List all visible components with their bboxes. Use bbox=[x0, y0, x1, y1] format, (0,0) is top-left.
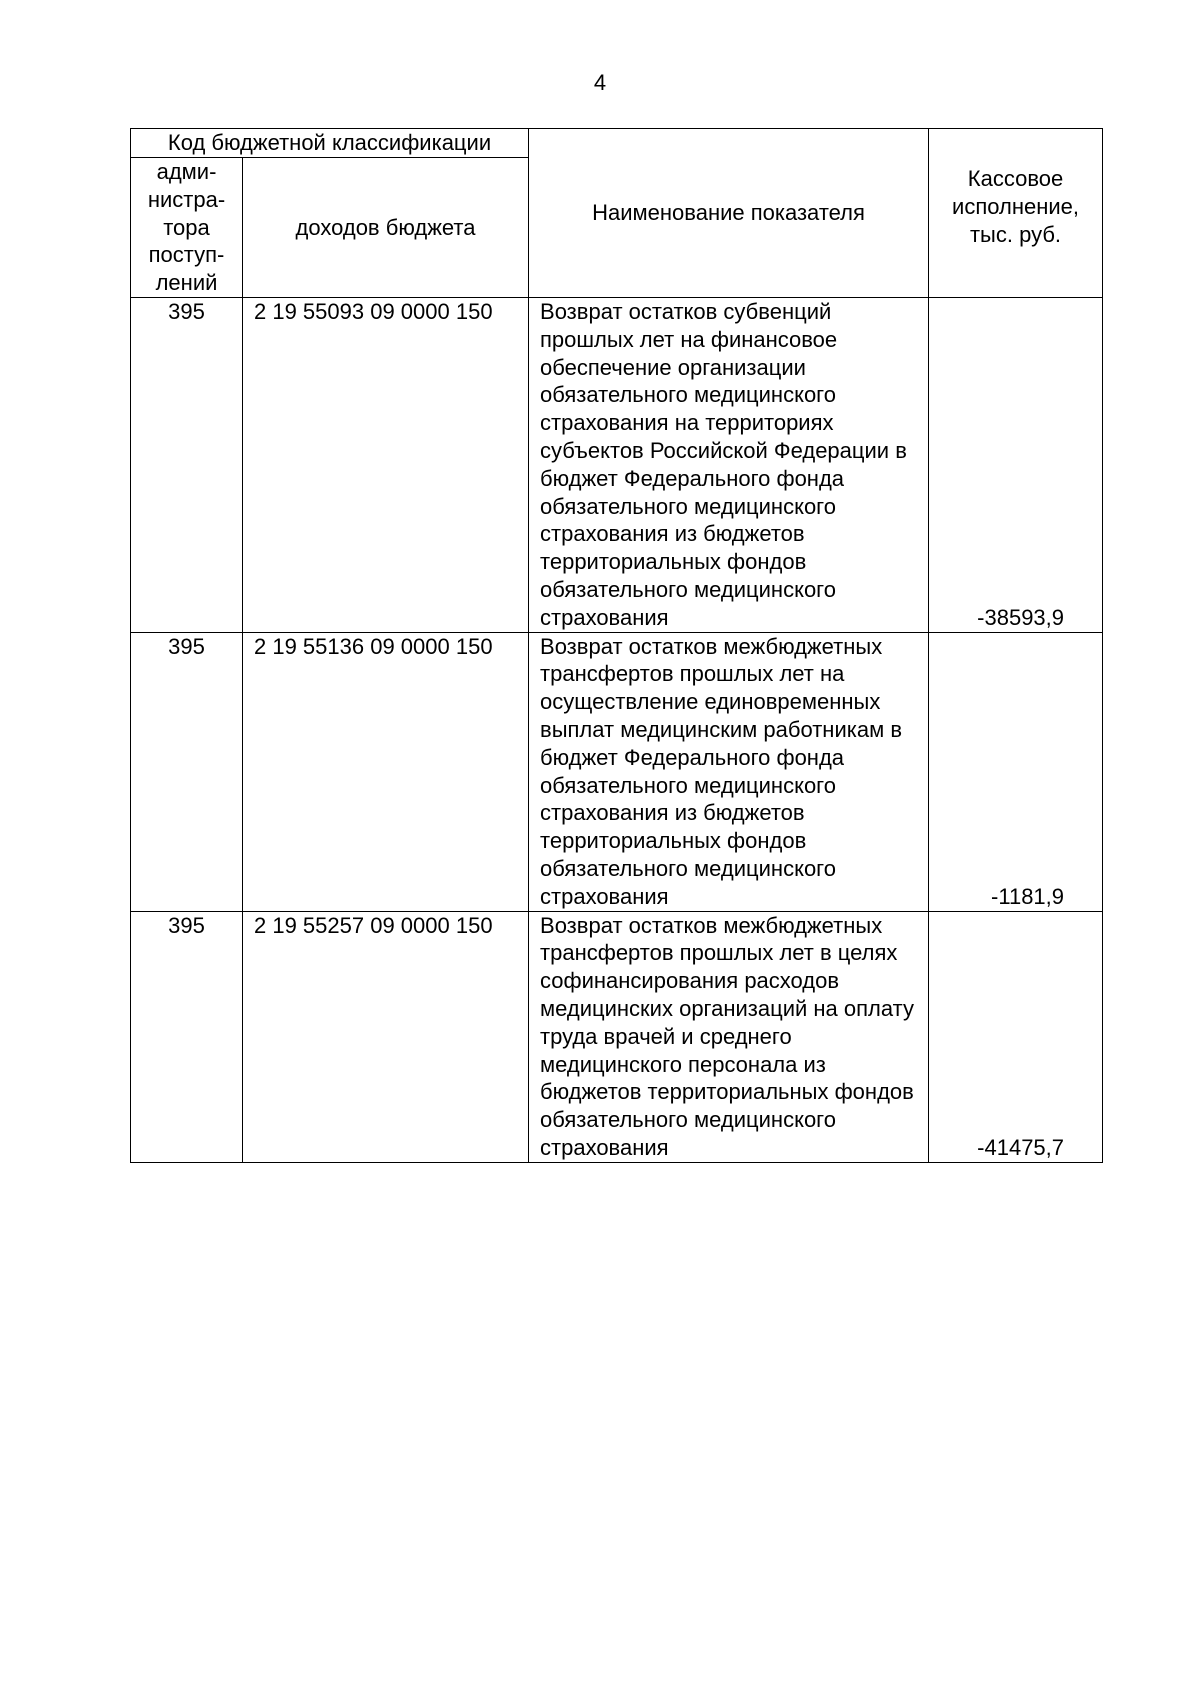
header-revenue-administrator-text: адми- нистра- тора поступ- лений bbox=[147, 159, 226, 296]
row-cash-execution-value: -41475,7 bbox=[929, 911, 1103, 1162]
row-indicator-name: Возврат остатков межбюджетных трансфертов прошлых лет в целях софинансирования расходов медицинских организаций на оплату труда врачей и среднего медицинского персонала из бюджетов территориальных фондов обязательного медицинского страхования bbox=[529, 911, 929, 1162]
header-indicator-name: Наименование показателя bbox=[529, 129, 929, 298]
header-cash-execution bbox=[929, 129, 1103, 298]
row-income-code: 2 19 55136 09 0000 150 bbox=[243, 632, 529, 911]
row-admin-code: 395 bbox=[131, 298, 243, 633]
table-row bbox=[131, 632, 1103, 911]
table-row bbox=[131, 911, 1103, 1162]
row-indicator-name: Возврат остатков межбюджетных трансфертов прошлых лет на осуществление единовременных выплат медицинским работникам в бюджет Федерального фонда обязательного медицинского страхования из бюджетов территориальных фондов обязательного медицинского страхования bbox=[529, 632, 929, 911]
header-revenue-administrator bbox=[131, 158, 243, 298]
row-cash-execution-value: -1181,9 bbox=[929, 632, 1103, 911]
header-budget-income: доходов бюджета bbox=[243, 158, 529, 298]
row-admin-code: 395 bbox=[131, 632, 243, 911]
table-header-row-top bbox=[131, 129, 1103, 158]
budget-table bbox=[130, 128, 1103, 1163]
page-number: 4 bbox=[593, 70, 607, 95]
row-indicator-name: Возврат остатков субвенций прошлых лет на финансовое обеспечение организации обязательного медицинского страхования на территориях субъектов Российской Федерации в бюджет Федерального фонда обязательного медицинского страхования из бюджетов территориальных фондов обязательного медицинского страхования bbox=[529, 298, 929, 633]
row-admin-code: 395 bbox=[131, 911, 243, 1162]
row-cash-execution-value: -38593,9 bbox=[929, 298, 1103, 633]
header-budget-classification-code: Код бюджетной классификации bbox=[131, 129, 529, 158]
row-income-code: 2 19 55093 09 0000 150 bbox=[243, 298, 529, 633]
header-cash-execution-text: Кассовое исполнение, тыс. руб. bbox=[952, 166, 1079, 247]
row-income-code: 2 19 55257 09 0000 150 bbox=[243, 911, 529, 1162]
table-row bbox=[131, 298, 1103, 633]
